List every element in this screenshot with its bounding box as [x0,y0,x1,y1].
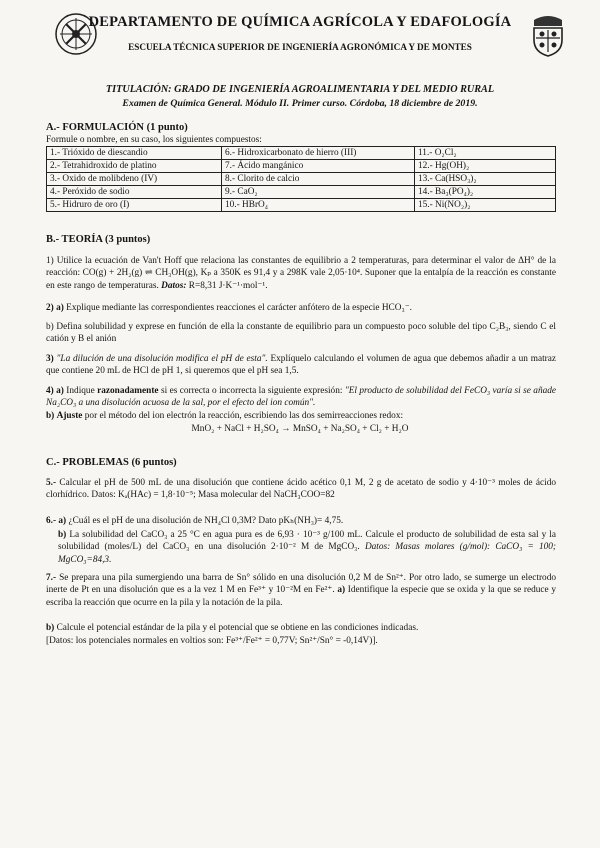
problem-7-text: Se prepara una pila sumergiendo una barra de Sn° sólido en una disolución 0,2 M de Sn²⁺. Por otro lado, se sumerge un electrodo inerte de Pt en una disolución que es a la vez 1 M en Fe³⁺ y 10⁻²M en Fe²⁺. [46,573,556,596]
formulation-cell: 12.- Hg(OH)₂ [415,160,556,173]
section-a-intro: Formule o nombre, en su caso, los siguientes compuestos: [46,135,262,145]
problem-6b-datos: Datos: Masas molares (g/mol): CaCO₃ = 100; MgCO₃=84,3. [58,542,556,565]
formulation-row [47,173,556,186]
problem-5-number: 5.- [46,478,57,488]
question-4a [46,385,556,410]
question-3-quote: "La dilución de una disolución modifica el pH de esta". [56,354,268,364]
section-a-title: A.- FORMULACIÓN (1 punto) [46,122,188,133]
formulation-cell: 10.- HBrO₄ [222,199,415,212]
question-4b-bold: Ajuste [56,411,83,421]
formulation-cell: 9.- CaO₂ [222,186,415,199]
question-2b-text: b) Defina solubilidad y exprese en función de ella la constante de equilibrio para un compuesto poco soluble del tipo C₂B₃, siendo C el catión y B el anión [46,322,556,345]
problem-6a-text: ¿Cuál es el pH de una disolución de NH₄Cl 0,3M? Dato pKₕ(NH₃)= 4,75. [68,516,344,526]
formulation-cell: 6.- Hidroxicarbonato de hierro (III) [222,147,415,160]
question-4b-number: b) [46,411,55,421]
problem-5 [46,477,556,502]
formulation-cell: 5.- Hidruro de oro (I) [47,199,222,212]
question-1-datos-value: R=8,31 J·K⁻¹·mol⁻¹. [188,280,268,291]
question-3-text: Explíquelo calculando el volumen de agua que debemos añadir a un matraz que contiene 20 mL de HCl de pH 1, si queremos que el pH sea 1,5. [46,354,557,377]
problem-7b-number: b) [46,623,55,633]
question-1-text: 1) Utilice la ecuación de Van't Hoff que relaciona las constantes de equilibrio a 2 temperaturas, para determinar el valor de ΔH° de la reacción: CO(g) + 2H₂(g) ⇌ CH₃OH(g), Kₚ a 350K es 91,4 y a 298K vale 2,05·10⁴. Suponer que la entalpía de la reacción es constante en este rango de temperaturas. [46,256,556,291]
exam-title: Examen de Química General. Módulo II. Primer curso. Córdoba, 18 diciembre de 2019. [122,98,478,109]
question-4a-text: si es correcta o incorrecta la siguiente expresión: [160,386,343,396]
question-4b-text: por el método del ion electrón la reacción, escribiendo las dos semirreacciones redox: [84,411,404,421]
question-4a-number: 4) a) [46,386,64,396]
formulation-cell: 11.- O₂Cl₂ [415,147,556,160]
question-3-number: 3) [46,354,54,364]
question-2a-number: 2) a) [46,303,64,313]
question-1-datos-label: Datos: [161,280,187,291]
question-2a [46,302,556,314]
problem-6b-text: La solubilidad del CaCO₃ a 25 °C en agua pura es de 6,93 · 10⁻³ g/100 mL. Calcule el producto de solubilidad de esta sal y la solubilidad (moles/L) del CaCO₃ en una disolución 2·10⁻² M de MgCO₃. [58,530,556,553]
formulation-cell: 15.- Ni(NO₂)₂ [415,199,556,212]
section-b-title: B.- TEORÍA (3 puntos) [46,234,151,245]
question-4a-quote: "El producto de solubilidad del FeCO₃ varía si se añade Na₂CO₃ a una disolución acuosa de la sal, por el efecto del ion común". [46,386,557,409]
question-4a-bold: razonadamente [97,386,159,396]
formulation-row [47,147,556,160]
formulation-cell: 14.- Ba₃(PO₄)₂ [415,186,556,199]
formulation-cell: 13.- Ca(HSO₃)₂ [415,173,556,186]
problem-7-number: 7.- [46,573,57,583]
problem-7a-number: a) [337,585,346,596]
formulation-cell: 1.- Trióxido de diescandio [47,147,222,160]
formulation-cell: 2.- Tetrahidroxido de platino [47,160,222,173]
problem-6b [58,529,556,566]
question-2a-text: Explique mediante las correspondientes reacciones el carácter anfótero de la especie HCO₃⁻. [66,303,412,313]
problem-7b [46,622,556,634]
formulation-table [46,146,556,212]
question-3 [46,353,556,378]
question-4b [46,410,556,422]
formulation-cell: 3.- Oxido de molibdeno (IV) [47,173,222,186]
formulation-row [47,186,556,199]
formulation-cell: 4.- Peróxido de sodio [47,186,222,199]
formulation-row [47,199,556,212]
problem-5-text: Calcular el pH de 500 mL de una disolución que contiene ácido acético 0,1 M, 2 g de acetato de sodio y 4·10⁻³ moles de ácido clorhídrico. Datos: Kₐ(HAc) = 1,8·10⁻⁵; Masa molecular del NaCH₃COO=82 [46,478,556,501]
question-4a-lead: Indique [66,386,95,396]
formulation-row [47,160,556,173]
problem-7a-text: Identifique la especie que se oxida y la que se reduce y escriba la reacción que ocurre en la pila y la notación de la pila. [46,585,557,608]
department-title: DEPARTAMENTO DE QUÍMICA AGRÍCOLA Y EDAFOLOGÍA [88,14,512,30]
question-1 [46,255,556,292]
problem-7-datos: [Datos: los potenciales normales en voltios son: Fe³⁺/Fe²⁺ = 0,77V; Sn²⁺/Sn° = -0,14V)]. [46,636,378,646]
degree-title: TITULACIÓN: GRADO DE INGENIERÍA AGROALIMENTARIA Y DEL MEDIO RURAL [105,84,495,95]
problem-6a [46,515,556,527]
section-c-title: C.- PROBLEMAS (6 puntos) [46,457,177,468]
question-2b [46,321,556,346]
school-subtitle: ESCUELA TÉCNICA SUPERIOR DE INGENIERÍA AGRONÓMICA Y DE MONTES [128,42,472,52]
formulation-cell: 7.- Ácido mangánico [222,160,415,173]
redox-equation: MnO₂ + NaCl + H₂SO₄ → MnSO₄ + Na₂SO₄ + Cl₂ + H₂O [191,424,409,434]
problem-6a-number: 6.- a) [46,516,67,526]
problem-7b-text: Calcule el potencial estándar de la pila y el potencial que se obtiene en las condiciones indicadas. [56,623,419,633]
problem-6b-number: b) [58,530,67,540]
formulation-cell: 8.- Clorito de calcio [222,173,415,186]
problem-7 [46,572,556,609]
